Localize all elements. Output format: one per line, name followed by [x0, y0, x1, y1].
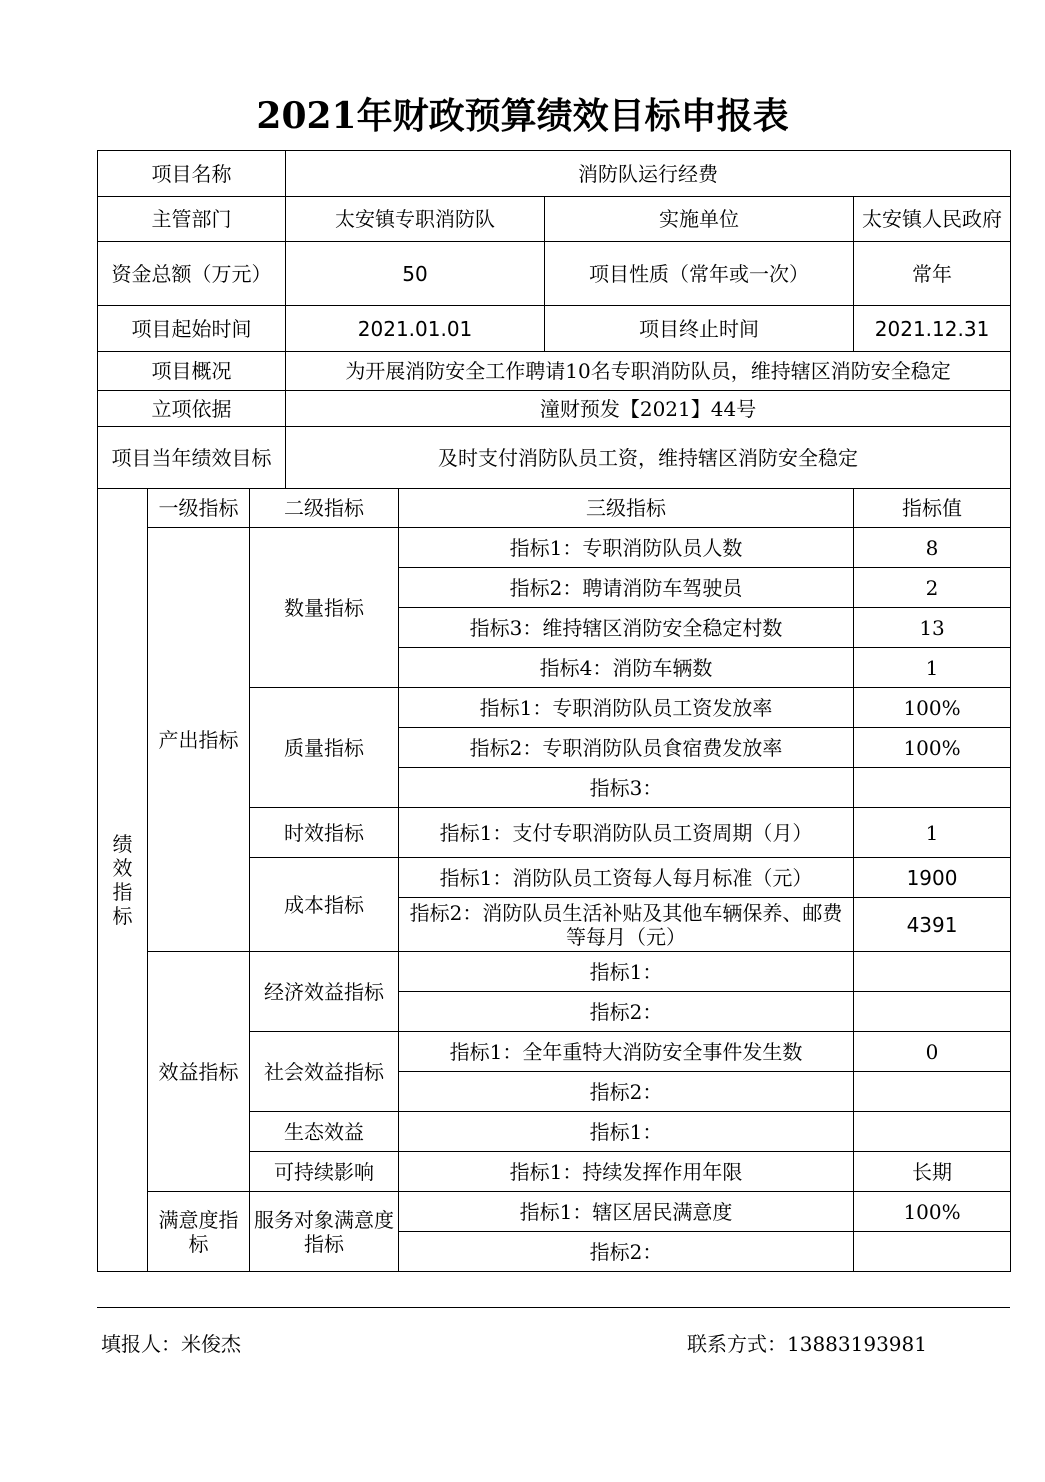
level2-timeliness: 时效指标	[250, 808, 399, 858]
level2-sustainable: 可持续影响	[250, 1152, 399, 1192]
header-level2: 二级指标	[250, 489, 399, 528]
header-level1: 一级指标	[148, 489, 250, 528]
indicator-value: 100%	[854, 688, 1011, 728]
label-start-time: 项目起始时间	[98, 306, 286, 352]
indicator-name: 指标3：维持辖区消防安全稳定村数	[399, 608, 854, 648]
label-annual-goal: 项目当年绩效目标	[98, 427, 286, 489]
indicator-name: 指标2：	[399, 1232, 854, 1272]
label-project-name: 项目名称	[98, 151, 286, 197]
row-indicator-header	[98, 489, 1011, 528]
indicator-value	[854, 768, 1011, 808]
footer-divider	[97, 1307, 1010, 1308]
level2-cost: 成本指标	[250, 858, 399, 952]
indicator-value: 100%	[854, 728, 1011, 768]
indicator-name: 指标2：	[399, 992, 854, 1032]
header-level3: 三级指标	[399, 489, 854, 528]
label-department: 主管部门	[98, 197, 286, 242]
table-row	[98, 528, 1011, 568]
value-start-time: 2021.01.01	[286, 306, 545, 352]
row-basis	[98, 391, 1011, 427]
indicator-value: 2	[854, 568, 1011, 608]
level2-ecological: 生态效益	[250, 1112, 399, 1152]
indicator-value: 0	[854, 1032, 1011, 1072]
indicator-name: 指标2：聘请消防车驾驶员	[399, 568, 854, 608]
value-end-time: 2021.12.31	[854, 306, 1011, 352]
page-title: 2021年财政预算绩效目标申报表	[256, 95, 789, 137]
indicator-name: 指标2：专职消防队员食宿费发放率	[399, 728, 854, 768]
indicator-name: 指标1：	[399, 1112, 854, 1152]
level2-economic: 经济效益指标	[250, 952, 399, 1032]
label-implementer: 实施单位	[545, 197, 854, 242]
row-funds	[98, 242, 1011, 306]
indicator-value	[854, 952, 1011, 992]
indicator-value	[854, 1072, 1011, 1112]
row-time	[98, 306, 1011, 352]
label-basis: 立项依据	[98, 391, 286, 427]
value-implementer: 太安镇人民政府	[854, 197, 1011, 242]
row-overview	[98, 352, 1011, 391]
indicator-value	[854, 1232, 1011, 1272]
value-annual-goal: 及时支付消防队员工资，维持辖区消防安全稳定	[286, 427, 1011, 489]
indicator-value: 13	[854, 608, 1011, 648]
value-project-name: 消防队运行经费	[286, 151, 1011, 197]
level2-social: 社会效益指标	[250, 1032, 399, 1112]
indicator-name: 指标1：持续发挥作用年限	[399, 1152, 854, 1192]
indicator-name: 指标2：消防队员生活补贴及其他车辆保养、邮费等每月（元）	[399, 898, 854, 952]
budget-performance-table	[97, 150, 1011, 1272]
indicator-name: 指标3：	[399, 768, 854, 808]
label-end-time: 项目终止时间	[545, 306, 854, 352]
level2-quantity: 数量指标	[250, 528, 399, 688]
row-annual-goal	[98, 427, 1011, 489]
indicator-value: 8	[854, 528, 1011, 568]
indicator-value: 1900	[854, 858, 1011, 898]
indicator-name: 指标1：全年重特大消防安全事件发生数	[399, 1032, 854, 1072]
indicator-value	[854, 1112, 1011, 1152]
label-performance-indicator: 绩 效 指 标	[98, 489, 148, 1272]
value-project-nature: 常年	[854, 242, 1011, 306]
value-department: 太安镇专职消防队	[286, 197, 545, 242]
label-total-funds: 资金总额（万元）	[98, 242, 286, 306]
indicator-value: 1	[854, 648, 1011, 688]
label-overview: 项目概况	[98, 352, 286, 391]
level2-service: 服务对象满意度指标	[250, 1192, 399, 1272]
label-project-nature: 项目性质（常年或一次）	[545, 242, 854, 306]
indicator-name: 指标1：	[399, 952, 854, 992]
indicator-value	[854, 992, 1011, 1032]
indicator-name: 指标1：辖区居民满意度	[399, 1192, 854, 1232]
indicator-name: 指标1：专职消防队员人数	[399, 528, 854, 568]
contact-info: 联系方式：13883193981	[687, 1332, 927, 1356]
level1-benefit: 效益指标	[148, 952, 250, 1192]
header-value: 指标值	[854, 489, 1011, 528]
indicator-name: 指标1：专职消防队员工资发放率	[399, 688, 854, 728]
value-total-funds: 50	[286, 242, 545, 306]
indicator-name: 指标2：	[399, 1072, 854, 1112]
value-basis: 潼财预发【2021】44号	[286, 391, 1011, 427]
indicator-value: 1	[854, 808, 1011, 858]
level2-quality: 质量指标	[250, 688, 399, 808]
row-project-name	[98, 151, 1011, 197]
value-overview: 为开展消防安全工作聘请10名专职消防队员，维持辖区消防安全稳定	[286, 352, 1011, 391]
row-department	[98, 197, 1011, 242]
table-row	[98, 952, 1011, 992]
level1-satisfaction: 满意度指标	[148, 1192, 250, 1272]
filler-name: 填报人：米俊杰	[101, 1332, 241, 1356]
level1-output: 产出指标	[148, 528, 250, 952]
indicator-value: 长期	[854, 1152, 1011, 1192]
indicator-value: 4391	[854, 898, 1011, 952]
indicator-name: 指标1：支付专职消防队员工资周期（月）	[399, 808, 854, 858]
indicator-value: 100%	[854, 1192, 1011, 1232]
indicator-name: 指标1：消防队员工资每人每月标准（元）	[399, 858, 854, 898]
table-row	[98, 1192, 1011, 1232]
indicator-name: 指标4：消防车辆数	[399, 648, 854, 688]
